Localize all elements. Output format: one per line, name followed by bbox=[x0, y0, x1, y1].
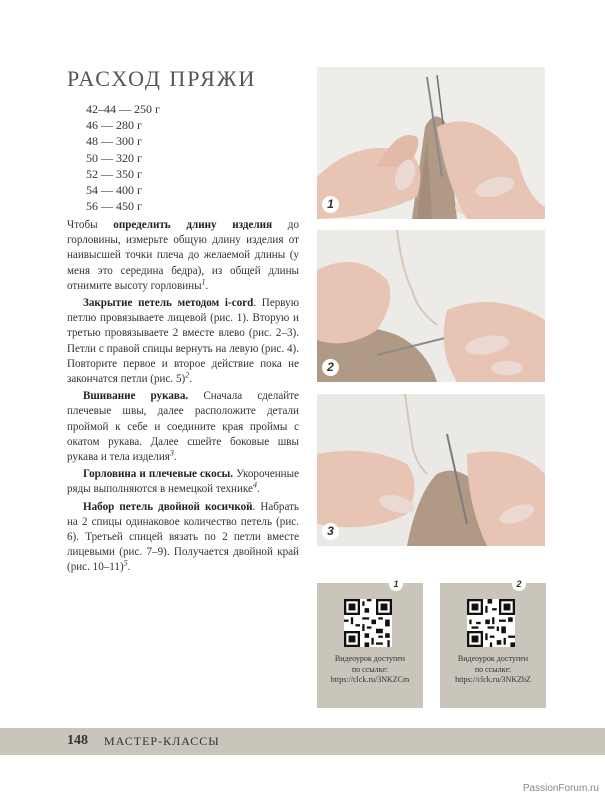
text-run: Сначала сделайте плечевые швы, далее расположите детали проймой к себе и соедините края проймы с окатом рукава. Далее сшейте боковые швы рукава и тела изделия bbox=[67, 390, 299, 464]
yarn-row bbox=[86, 182, 206, 198]
size-label: 46 bbox=[86, 118, 98, 133]
footer-band bbox=[0, 728, 605, 755]
text-run: . bbox=[189, 373, 192, 386]
text-run: . bbox=[127, 561, 131, 574]
qr-caption bbox=[317, 654, 423, 686]
text-run: до горловины, измерьте общую длину изделия от наивысшей точки плеча до желаемой длины (у меня это середина бедра), из общей длины отнимите высоту горловины bbox=[67, 219, 299, 292]
paragraph-cast-on bbox=[67, 500, 299, 576]
yarn-consumption-list bbox=[86, 101, 206, 214]
step-number-badge: 3 bbox=[322, 523, 339, 540]
yarn-row bbox=[86, 150, 206, 166]
paragraph-length bbox=[67, 218, 299, 294]
photo-step-2 bbox=[317, 230, 545, 382]
video-qr-card-2[interactable] bbox=[440, 579, 546, 708]
knitting-hands-illustration bbox=[317, 394, 545, 546]
paragraph-icord bbox=[67, 296, 299, 387]
section-name: МАСТЕР-КЛАССЫ bbox=[104, 734, 220, 748]
size-label: 56 bbox=[86, 199, 98, 214]
photo-step-3 bbox=[317, 394, 545, 546]
yarn-row bbox=[86, 117, 206, 133]
card-number-badge: 2 bbox=[512, 577, 526, 591]
qr-code-icon[interactable] bbox=[344, 599, 392, 647]
size-label: 50 bbox=[86, 150, 98, 165]
term-icord: Закрытие петель методом i-cord bbox=[83, 297, 254, 310]
size-label: 48 bbox=[86, 134, 98, 149]
qr-code-icon[interactable] bbox=[467, 599, 515, 647]
separator: — bbox=[98, 183, 116, 198]
text-run: . bbox=[256, 483, 260, 496]
grams-value: 280 г bbox=[116, 118, 142, 133]
qr-caption bbox=[440, 654, 546, 686]
grams-value: 350 г bbox=[116, 166, 142, 181]
video-qr-card-1[interactable] bbox=[317, 579, 423, 708]
yarn-row bbox=[86, 166, 206, 182]
term-neckline: Горловина и плечевые скосы. bbox=[83, 468, 234, 481]
step-number-badge: 1 bbox=[322, 196, 339, 213]
size-label: 42–44 bbox=[86, 102, 116, 116]
knitting-hands-illustration bbox=[317, 67, 545, 219]
text-run: Укороченные ряды выполняются в немецкой технике bbox=[67, 468, 299, 496]
text-run: Чтобы bbox=[67, 219, 114, 231]
knitting-hands-illustration bbox=[317, 230, 545, 382]
size-label: 54 bbox=[86, 183, 98, 198]
separator: — bbox=[98, 166, 116, 181]
separator: — bbox=[116, 102, 134, 116]
size-label: 52 bbox=[86, 166, 98, 181]
text-run: . bbox=[173, 451, 177, 464]
video-link[interactable]: https://clck.ru/3NKZbZ bbox=[455, 675, 531, 684]
footnote-marker[interactable]: 1 bbox=[201, 277, 206, 287]
page-number: 148 bbox=[67, 733, 88, 748]
grams-value: 250 г bbox=[134, 102, 160, 116]
yarn-row bbox=[86, 101, 206, 117]
text-run: . Набрать на 2 спицы одинаковое количество петель (рис. 6). Третьей спицей вязать по 2 петли вместе лицевыми (рис. 7–9). Получается двойной край (рис. 10–11) bbox=[67, 500, 299, 574]
caption-line: Видеоурок доступен bbox=[334, 654, 406, 663]
yarn-row bbox=[86, 133, 206, 149]
separator: — bbox=[98, 199, 116, 214]
photo-step-1 bbox=[317, 67, 545, 219]
separator: — bbox=[98, 118, 116, 133]
caption-line: Видеоурок доступен bbox=[457, 654, 529, 663]
separator: — bbox=[98, 150, 116, 165]
text-run: . bbox=[205, 279, 209, 292]
yarn-row bbox=[86, 198, 206, 214]
paragraph-neckline bbox=[67, 467, 299, 497]
footnote-marker[interactable]: 4 bbox=[252, 480, 257, 490]
instructions-text bbox=[67, 218, 299, 578]
term-cast-on: Набор петель двойной косичкой bbox=[83, 500, 253, 513]
footnote-marker[interactable]: 3 bbox=[169, 448, 174, 458]
footnote-marker[interactable]: 5 bbox=[123, 558, 128, 568]
card-number-badge: 1 bbox=[389, 577, 403, 591]
caption-line: по ссылке: bbox=[351, 664, 389, 674]
page-title: РАСХОД ПРЯЖИ bbox=[67, 66, 257, 91]
video-link[interactable]: https://clck.ru/3NKZCm bbox=[330, 675, 410, 684]
footnote-marker[interactable]: 2 bbox=[185, 370, 190, 380]
caption-line: по ссылке: bbox=[474, 664, 512, 674]
separator: — bbox=[98, 134, 116, 149]
watermark: PassionForum.ru bbox=[522, 783, 599, 794]
term-length: определить длину изделия bbox=[113, 219, 273, 231]
grams-value: 400 г bbox=[116, 183, 142, 198]
text-run: . Первую петлю провязываете лицевой (рис. 1). Вторую и третью провязываете 2 вместе влево (рис. 2–3). Петли с правой спицы вернуть на левую (рис. 4). Повторите первое и второе действие пока не закончатся петли (рис. 5) bbox=[67, 297, 299, 386]
grams-value: 450 г bbox=[116, 199, 142, 214]
grams-value: 320 г bbox=[116, 150, 142, 165]
grams-value: 300 г bbox=[116, 134, 142, 149]
step-number-badge: 2 bbox=[322, 359, 339, 376]
term-sleeve: Вшивание рукава. bbox=[83, 390, 189, 403]
paragraph-sleeve bbox=[67, 389, 299, 465]
